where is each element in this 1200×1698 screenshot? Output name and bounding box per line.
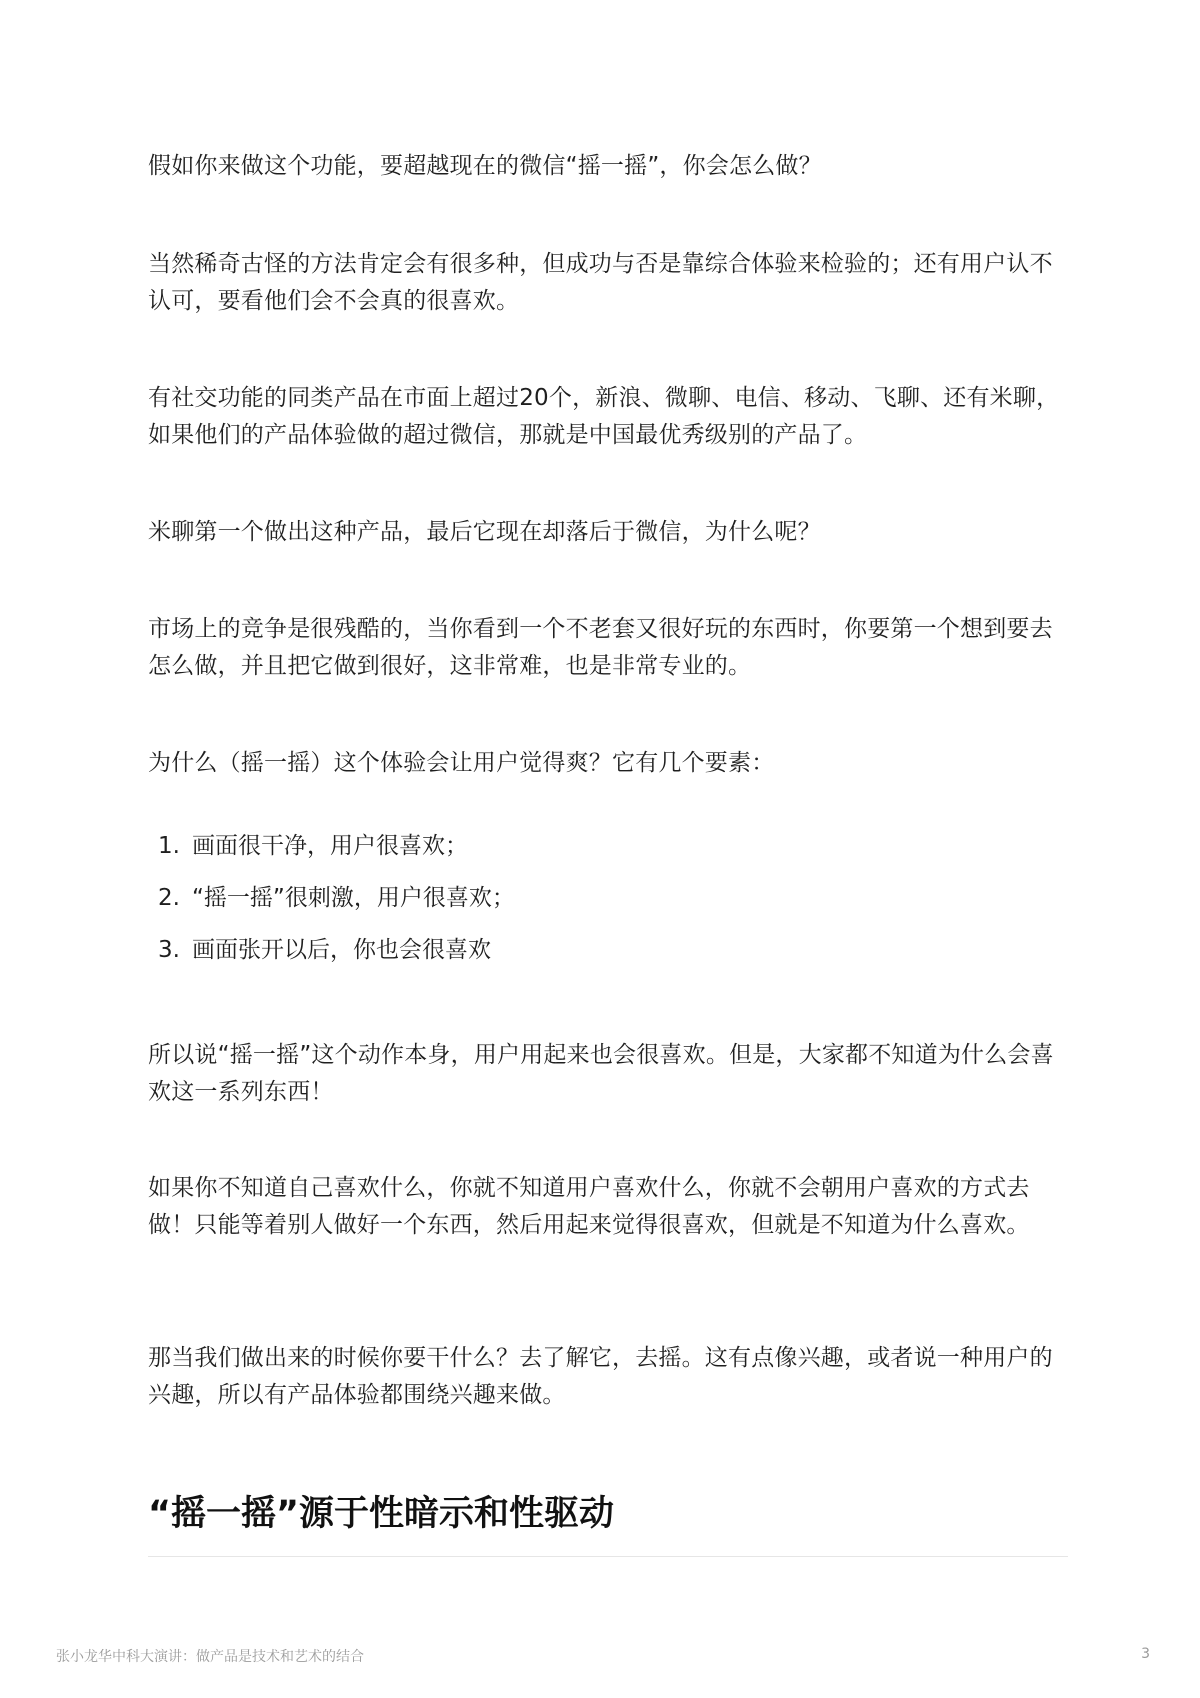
list-item-number: 2. xyxy=(158,885,180,911)
list-item xyxy=(148,932,1048,984)
list-item-text: 画面很干净，用户很喜欢； xyxy=(192,833,468,859)
list-item-text: 画面张开以后，你也会很喜欢 xyxy=(192,937,491,963)
footer-document-title: 张小龙华中科大演讲：做产品是技术和艺术的结合 xyxy=(56,1649,364,1665)
paragraph: 为什么（摇一摇）这个体验会让用户觉得爽？它有几个要素： xyxy=(148,750,775,776)
heading-divider xyxy=(148,1556,1068,1557)
paragraph: 那当我们做出来的时候你要干什么？去了解它，去摇。这有点像兴趣，或者说一种用户的兴趣，所以有产品体验都围绕兴趣来做。 xyxy=(148,1345,1053,1408)
paragraph: 有社交功能的同类产品在市面上超过20个，新浪、微聊、电信、移动、飞聊、还有米聊，如果他们的产品体验做的超过微信，那就是中国最优秀级别的产品了。 xyxy=(148,385,1060,448)
paragraph: 市场上的竞争是很残酷的，当你看到一个不老套又很好玩的东西时，你要第一个想到要去怎么做，并且把它做到很好，这非常难，也是非常专业的。 xyxy=(148,616,1053,679)
paragraph: 米聊第一个做出这种产品，最后它现在却落后于微信，为什么呢？ xyxy=(148,519,821,545)
list-item-text: “摇一摇”很刺激，用户很喜欢； xyxy=(192,885,515,911)
paragraph: 如果你不知道自己喜欢什么，你就不知道用户喜欢什么，你就不会朝用户喜欢的方式去做！只能等着别人做好一个东西，然后用起来觉得很喜欢，但就是不知道为什么喜欢。 xyxy=(148,1175,1030,1238)
list-item-number: 1. xyxy=(158,833,180,859)
ordered-list xyxy=(148,828,1048,984)
list-item xyxy=(148,880,1048,932)
paragraph: 当然稀奇古怪的方法肯定会有很多种，但成功与否是靠综合体验来检验的；还有用户认不认可，要看他们会不会真的很喜欢。 xyxy=(148,251,1053,314)
section-heading: “摇一摇”源于性暗示和性驱动 xyxy=(148,1494,615,1534)
page-number: 3 xyxy=(1141,1646,1150,1662)
paragraph: 所以说“摇一摇”这个动作本身，用户用起来也会很喜欢。但是，大家都不知道为什么会喜欢这一系列东西！ xyxy=(148,1042,1054,1105)
list-item-number: 3. xyxy=(158,937,180,963)
paragraph: 假如你来做这个功能，要超越现在的微信“摇一摇”，你会怎么做？ xyxy=(148,153,822,179)
list-item xyxy=(148,828,1048,880)
